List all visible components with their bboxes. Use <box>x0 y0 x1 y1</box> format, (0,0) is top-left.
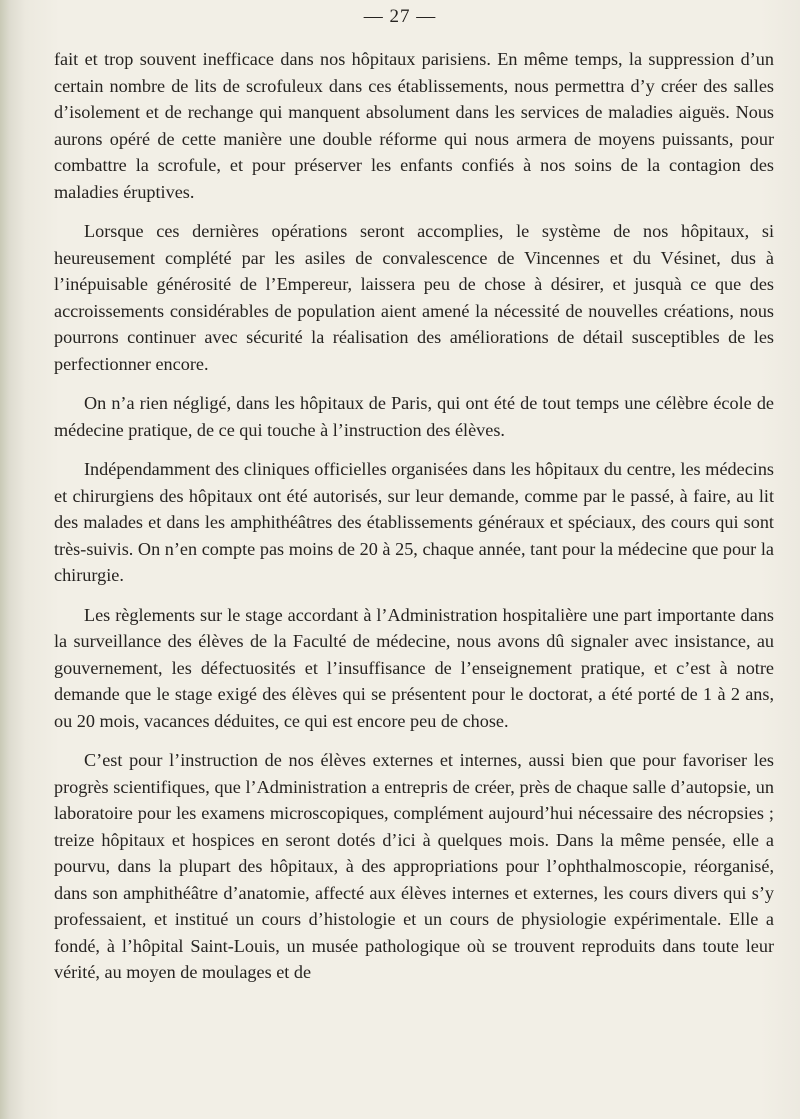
paragraph: Indépendamment des cliniques officielles organisées dans les hôpitaux du centre, les médecins et chirurgiens des hôpitaux ont été autorisés, sur leur demande, comme par le passé, à faire, au lit des malades et dans les amphithéâtres des établissements généraux et spéciaux, des cours qui sont très-suivis. On n’en compte pas moins de 20 à 25, chaque année, tant pour la médecine que pour la chirurgie. <box>54 459 774 585</box>
body-text <box>54 46 774 999</box>
page-number: — 27 — <box>363 6 437 27</box>
paragraph: Les règlements sur le stage accordant à l’Administration hospitalière une part importante dans la surveillance des élèves de la Faculté de médecine, nous avons dû signaler avec insistance, au gouvernement, les défectuosités et l’insuffisance de l’enseignement pratique, et c’est à notre demande que le stage exigé des élèves qui se présentent pour le doctorat, a été porté de 1 à 2 ans, ou 20 mois, vacances déduites, ce qui est encore peu de chose. <box>54 604 774 731</box>
paragraph-continuation: fait et trop souvent inefficace dans nos hôpitaux parisiens. En même temps, la suppression d’un certain nombre de lits de scrofuleux dans ces établissements, nous permettra d’y créer des salles d’isolement et de rechange qui manquent absolument dans les services de maladies aiguës. Nous aurons opéré de cette manière une double réforme qui nous armera de moyens puissants, pour combattre la scrofule, et pour préserver les enfants confiés à nos soins de la contagion des maladies éruptives. <box>54 49 774 202</box>
paragraph: Lorsque ces dernières opérations seront accomplies, le système de nos hôpitaux, si heureusement complété par les asiles de convalescence de Vincennes et du Vésinet, dus à l’inépuisable générosité de l’Empereur, laissera peu de chose à désirer, et jusquà ce que des accroissements considérables de population aient amené la nécessité de nouvelles créations, nous pourrons continuer avec sécurité la réalisation des améliorations de détail susceptibles de les perfectionner encore. <box>54 221 774 374</box>
paragraph: On n’a rien négligé, dans les hôpitaux de Paris, qui ont été de tout temps une célèbre école de médecine pratique, de ce qui touche à l’instruction des élèves. <box>54 393 774 440</box>
paragraph: C’est pour l’instruction de nos élèves externes et internes, aussi bien que pour favoriser les progrès scientifiques, que l’Administration a entrepris de créer, près de chaque salle d’autopsie, un laboratoire pour les examens microscopiques, complément aujourd’hui nécessaire des nécropsies ; treize hôpitaux et hospices en seront dotés d’ici à quelques mois. Dans la même pensée, elle a pourvu, dans la plupart des hôpitaux, à des appropriations pour l’ophthalmoscopie, réorganisé, dans son amphithéâtre d’anatomie, affecté aux élèves internes et externes, les cours divers qui s’y professaient, et institué un cours d’histologie et un cours de physiologie expérimentale. Elle a fondé, à l’hôpital Saint-Louis, un musée pathologique où se trouvent reproduits dans toute leur vérité, au moyen de moulages et de <box>54 750 774 982</box>
